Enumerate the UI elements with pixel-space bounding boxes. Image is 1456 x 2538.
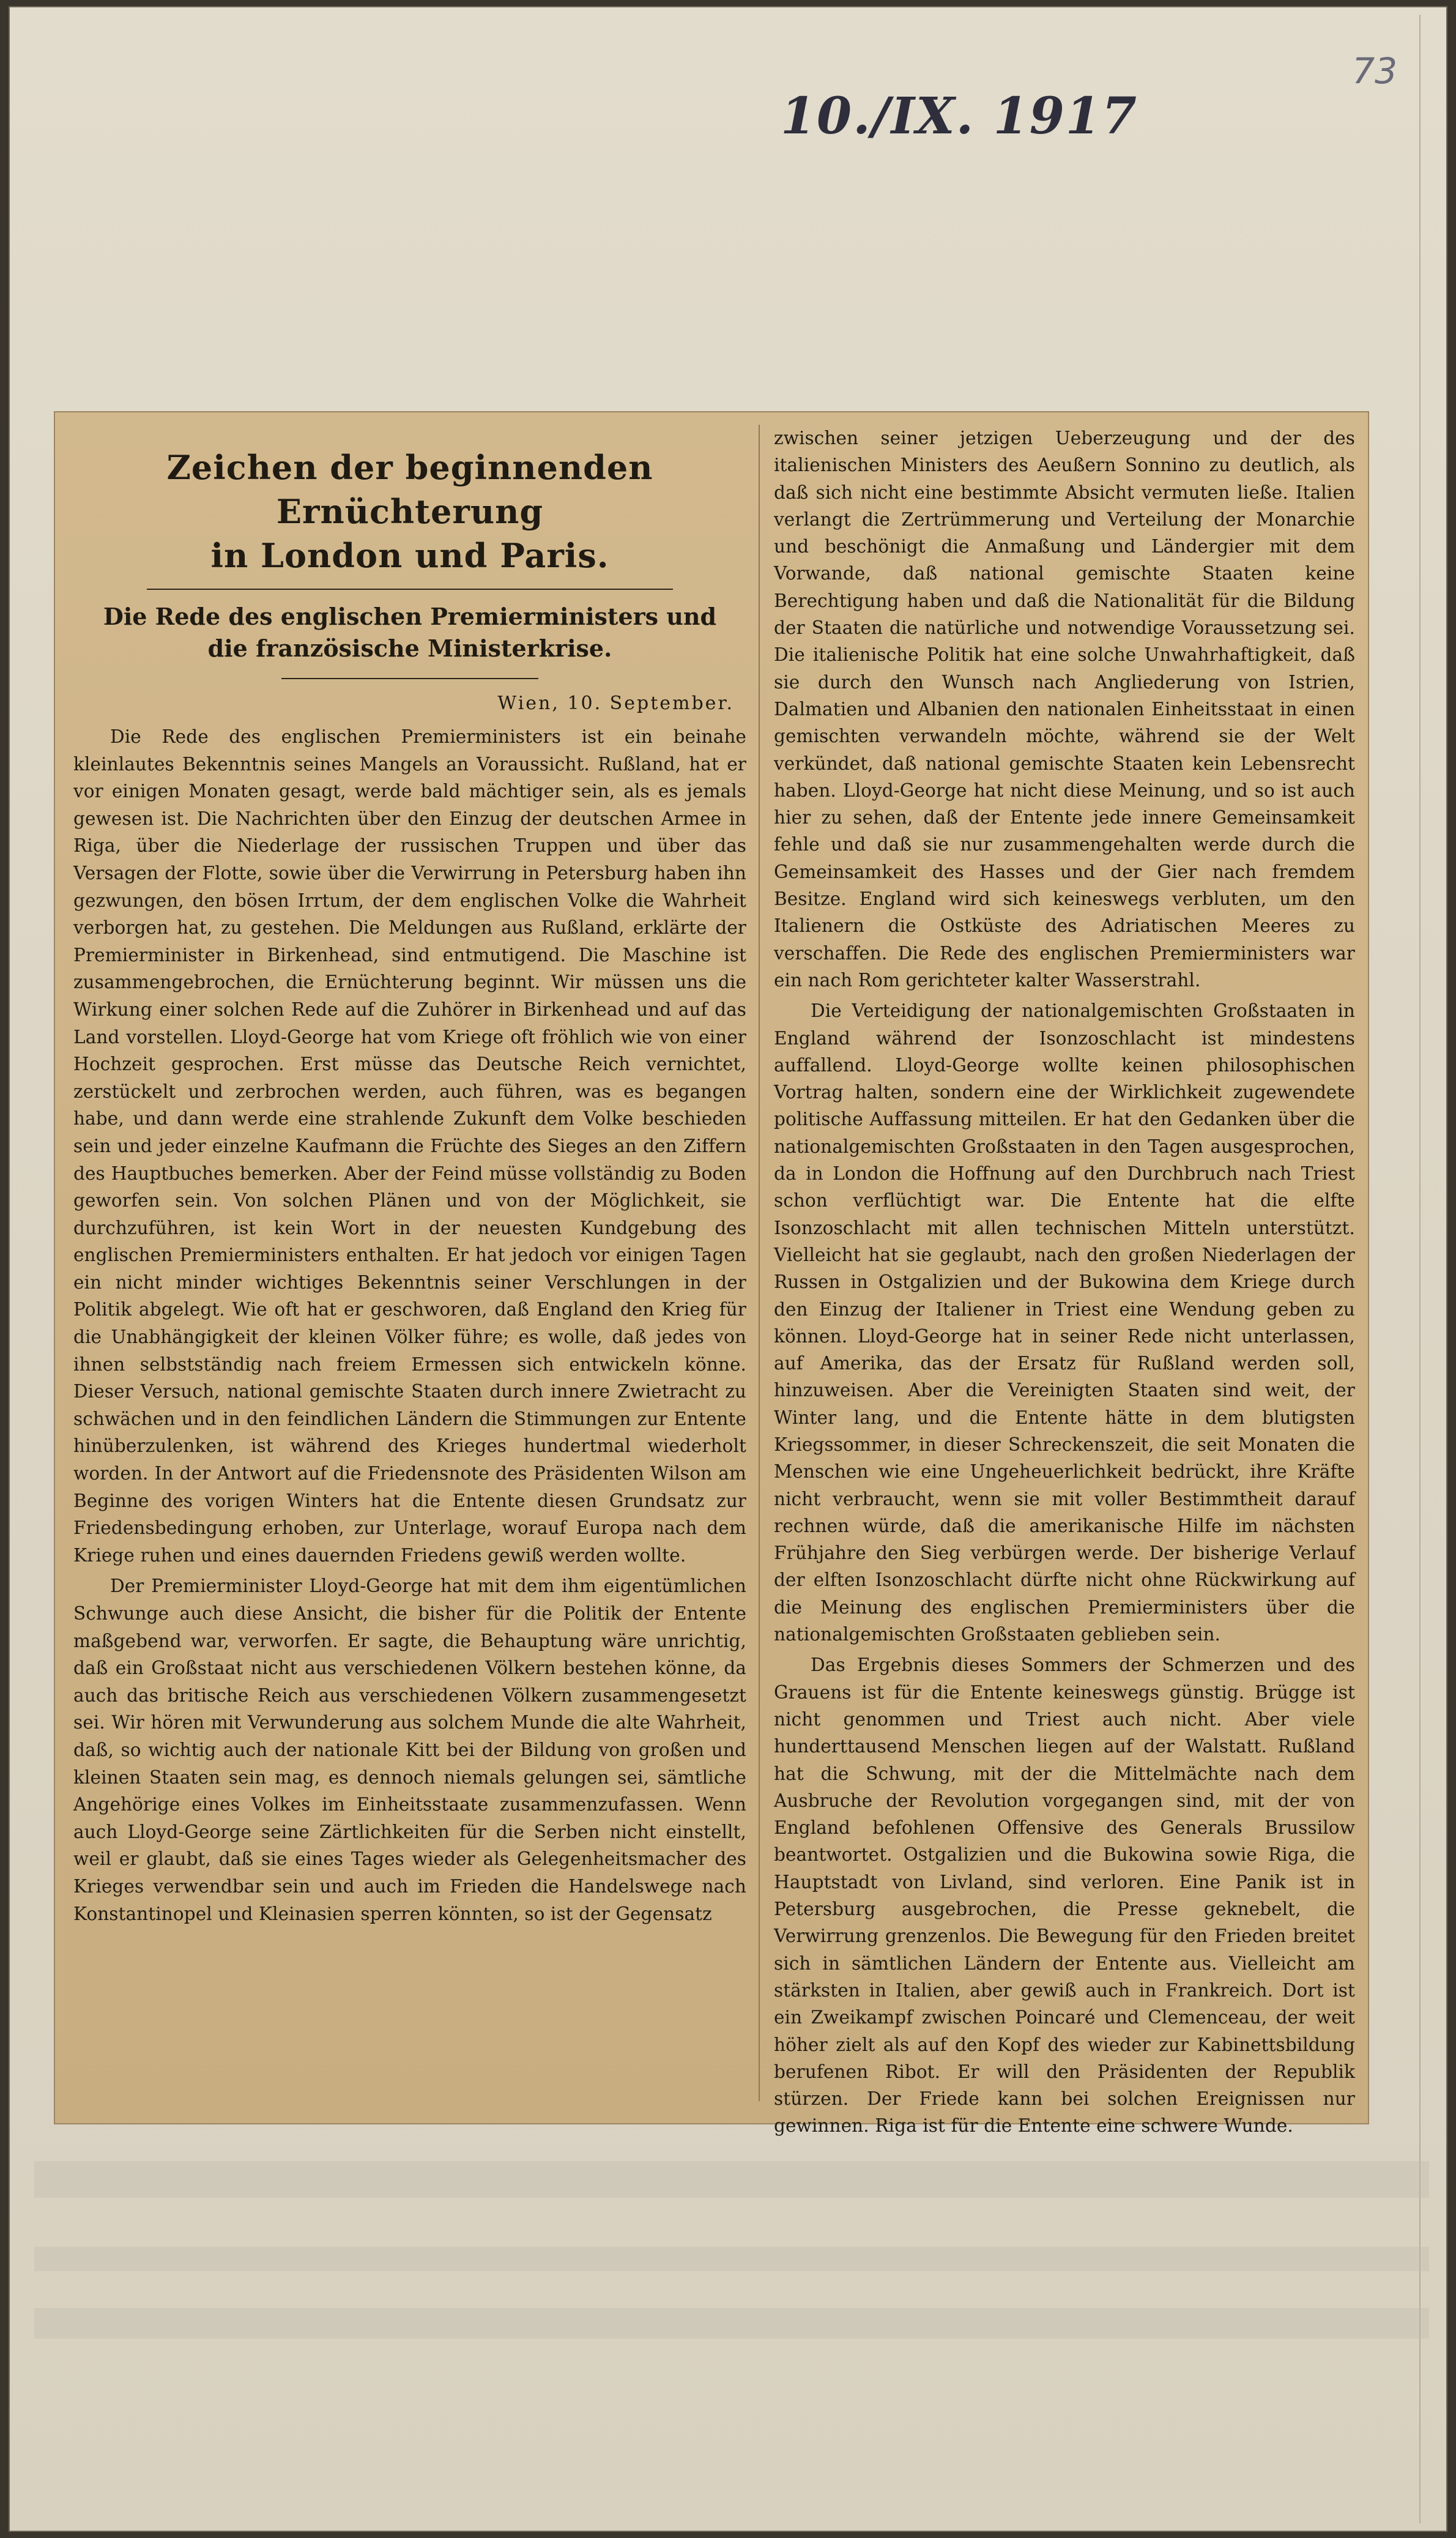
article-paragraph: Die Verteidigung der nationalgemischten Großstaaten in England während der Isonzoschlacht ist mindestens auffallend. Lloyd-George wollte keinen philosophischen Vortrag halten, sondern eine der Wirklichkeit zugewendete politische Auffassung mitteilen. Er hat den Gedanken über die nationalgemischten Großstaaten in den Tagen ausgesprochen, da in London die Hoffnung auf den Durchbruch nach Triest schon verflüchtigt war. Die Entente hat die elfte Isonzoschlacht mit allen technischen Mitteln unterstützt. Vielleicht hat sie geglaubt, nach den großen Niederlagen der Russen in Ostgalizien und der Bukowina dem Kriege durch den Einzug der Italiener in Triest eine Wendung geben zu können. Lloyd-George hat in seiner Rede nicht unterlassen, auf Amerika, das der Ersatz für Rußland werden soll, hinzuweisen. Aber die Vereinigten Staaten sind weit, der Winter lang, und die Entente hätte in dem blutigsten Kriegssommer, in dieser Schreckenszeit, die seit Monaten die Menschen wie eine Ungeheuerlichkeit bedrückt, ihre Kräfte nicht verbraucht, wenn sie mit voller Bestimmtheit darauf rechnen würde, daß die amerikanische Hilfe im nächsten Frühjahre den Sieg verbürgen werde. Der bisherige Verlauf der elften Isonzoschlacht dürfte nicht ohne Rückwirkung auf die Meinung des englischen Premierministers über die nationalgemischten Großstaaten geblieben sein. <box>774 1000 1355 1645</box>
article-paragraph: Das Ergebnis dieses Sommers der Schmerzen und des Grauens ist für die Entente keineswegs günstig. Brügge ist nicht genommen und Triest auch nicht. Aber viele hunderttausend Menschen liegen auf der Walstatt. Rußland hat die Schwung, mit der die Mittelmächte nach dem Ausbruche der Revolution vorgegangen sind, mit der von England befohlenen Offensive des Generals Brussilow beantwortet. Ostgalizien und die Bukowina sowie Riga, die Hauptstadt von Livland, sind verloren. Eine Panik ist in Petersburg ausgebrochen, die Presse geknebelt, die Verwirrung grenzenlos. Die Bewegung für den Frieden breitet sich in sämtlichen Ländern der Entente aus. Vielleicht am stärksten in Italien, aber gewiß auch in Frankreich. Dort ist ein Zweikampf zwischen Poincaré und Clemenceau, der weit höher zielt als auf den Kopf des wieder zur Kabinettsbildung berufenen Ribot. Er will den Präsidenten der Republik stürzen. Der Friede kann bei solchen Ereignissen nur gewinnen. Riga ist für die Entente eine schwere Wunde. <box>774 1654 1355 2137</box>
tape-band <box>34 2247 1429 2271</box>
sheet-fold-edge <box>1419 15 1421 2523</box>
article-column-right <box>774 425 1355 2140</box>
article-paragraph: zwischen seiner jetzigen Ueberzeugung und der des italienischen Ministers des Aeußern Sonnino zu deutlich, als daß sich nicht eine bestimmte Absicht vermuten ließe. Italien verlangt die Zertrümmerung und Verteilung der Monarchie und beschönigt die Anmaßung und Ländergier mit dem Vorwande, daß national gemischte Staaten keine Berechtigung haben und daß die Nationalität für die Bildung der Staaten die natürliche und notwendige Voraussetzung sei. Die italienische Politik hat eine solche Unwahrhaftigkeit, daß sie durch den Wunsch nach Angliederung von Istrien, Dalmatien und Albanien den nationalen Einheitsstaat in einen gemischten verwandeln möchte, während sie der Welt verkündet, daß national gemischte Staaten kein Lebensrecht haben. Lloyd-George hat nicht diese Meinung, und so ist auch hier zu sehen, daß der Entente jede innere Gemeinsamkeit fehle und daß sie nur zusammengehalten werde durch die Gemeinsamkeit des Hasses und der Gier nach fremdem Besitze. England wird sich keineswegs verbluten, um den Italienern die Ostküste des Adriatischen Meeres zu verschaffen. Die Rede des englischen Premierministers war ein nach Rom gerichteter kalter Wasserstrahl. <box>774 428 1355 991</box>
headline-line: in London und Paris. <box>210 536 609 575</box>
article-column-left <box>73 431 746 1927</box>
archive-sheet <box>9 6 1447 2532</box>
column-divider <box>759 425 760 2101</box>
article-paragraph: Die Rede des englischen Premierministers ist ein beinahe kleinlautes Bekenntnis seines Mangels an Voraussicht. Rußland, hat er vor einigen Monaten gesagt, werde bald mächtiger sein, als es jemals gewesen ist. Die Nachrichten über den Einzug der deutschen Armee in Riga, über die Niederlage der russischen Truppen und über das Versagen der Flotte, sowie über die Verwirrung in Petersburg haben ihn gezwungen, den bösen Irrtum, der dem englischen Volke die Wahrheit verborgen hat, zu gestehen. Die Meldungen aus Rußland, erklärte der Premierminister in Birkenhead, sind entmutigend. Die Maschine ist zusammengebrochen, die Ernüchterung beginnt. Wir müssen uns die Wirkung einer solchen Rede auf die Zuhörer in Birkenhead und auf das Land vorstellen. Lloyd-George hat vom Kriege oft fröhlich wie von einer Hochzeit gesprochen. Erst müsse das Deutsche Reich vernichtet, zerstückelt und zerbrochen werden, auch führen, was es begangen habe, und dann werde eine strahlende Zukunft dem Volke beschieden sein und jeder einzelne Kaufmann die Früchte des Sieges an den Ziffern des Hauptbuches bemerken. Aber der Feind müsse vollständig zu Boden geworfen sein. Von solchen Plänen und von der Möglichkeit, sie durchzuführen, ist kein Wort in der neuesten Kundgebung des englischen Premierministers enthalten. Er hat jedoch vor einigen Tagen ein nicht minder wichtiges Bekenntnis seiner Verschlungen in der Politik abgelegt. Wie oft hat er geschworen, daß England den Krieg für die Unabhängigkeit der kleinen Völker führe; es wolle, daß jedes von ihnen selbstständig nach freiem Ermessen sich entwickeln könne. Dieser Versuch, national gemischte Staaten durch innere Zwietracht zu schwächen und in den feindlichen Ländern die Stimmungen zur Entente hinüberzulenken, ist während des Krieges hundertmal wiederholt worden. In der Antwort auf die Friedensnote des Präsidenten Wilson am Beginne des vorigen Winters hat die Entente diesen Grundsatz zur Friedensbedingung erhoben, zur Unterlage, worauf Europa nach dem Kriege ruhen und eines dauernden Friedens gewiß werden wollte. <box>73 726 746 1566</box>
subheadline-line: Die Rede des englischen Premierministers und <box>103 603 717 630</box>
tape-band <box>34 2161 1429 2198</box>
handwritten-date: 10./IX. 1917 <box>781 87 1138 146</box>
page-number: 73 <box>1352 50 1397 92</box>
headline-line: Zeichen der beginnenden Ernüchterung <box>166 448 653 531</box>
article-paragraph: Der Premierminister Lloyd-George hat mit dem ihm eigentümlichen Schwunge auch diese Ansicht, die bisher für die Politik der Entente maßgebend war, verworfen. Er sagte, die Behauptung wäre unrichtig, daß ein Großstaat nicht aus verschiedenen Völkern bestehen könne, da auch das britische Reich aus verschiedenen Völkern zusammengesetzt sei. Wir hören mit Verwunderung aus solchem Munde die alte Wahrheit, daß, so wichtig auch der nationale Kitt bei der Bildung von großen und kleinen Staaten sein mag, es dennoch niemals gelungen sei, sämtliche Angehörige eines Volkes im Einheitsstaate zusammenzufassen. Wenn auch Lloyd-George seine Zärtlichkeiten für die Serben nicht einstellt, weil er glaubt, daß sie eines Tages wieder als Gelegenheitsmacher des Krieges verwendbar sein und auch im Frieden die Handelswege nach Konstantinopel und Kleinasien sperren könnten, so ist der Gegensatz <box>73 1576 746 1924</box>
subheadline-line: die französische Ministerkrise. <box>207 634 612 662</box>
article-headline <box>73 445 746 578</box>
tape-band <box>34 2308 1429 2339</box>
article-subheadline <box>73 601 746 664</box>
subheadline-rule <box>281 678 538 679</box>
headline-rule <box>147 589 673 590</box>
dateline: Wien, 10. September. <box>497 693 734 714</box>
newspaper-clipping <box>54 411 1369 2137</box>
